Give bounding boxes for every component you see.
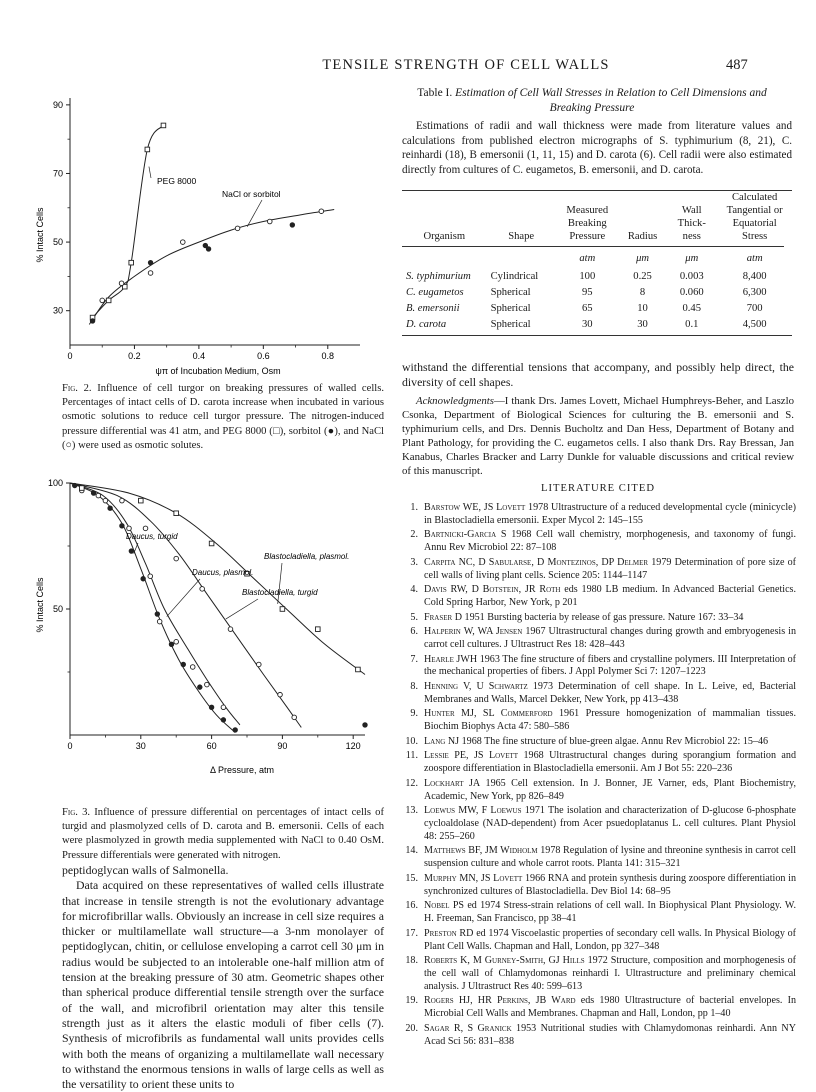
table-header-pressure: Measured Breaking Pressure xyxy=(566,205,609,242)
curve-daucus-turgid xyxy=(70,483,235,733)
reference-text: 1979 Determination of pore size of cell walls of living plant cells. Science 205: 1144–1147 xyxy=(424,556,796,581)
reference-text: eds 1980 LB medium. In Advanced Bacterial Genetics. Cold Spring Harbor, New York, p 201 xyxy=(424,584,797,609)
table-cell-radius: 8 xyxy=(639,287,646,298)
reference-number: 6. xyxy=(410,626,418,638)
data-point xyxy=(257,662,262,667)
figure-3-caption-label: Fig. 3. xyxy=(62,807,91,818)
table-unit: μm xyxy=(685,253,699,264)
table-header-thickness: Wall Thick-ness xyxy=(677,205,706,242)
figure-2-x-label: ψπ of Incubation Medium, Osm xyxy=(155,366,281,376)
table-header-stress: Calculated Tangential or Equatorial Stress xyxy=(726,192,783,242)
y-tick-label: 90 xyxy=(52,99,63,110)
figure-3-label-daucus-plasmol: Daucus, plasmol. xyxy=(192,568,254,577)
reference-item xyxy=(402,1023,796,1049)
data-point xyxy=(161,123,166,128)
data-point xyxy=(233,728,238,733)
table-cell-thickness: 0.060 xyxy=(679,287,704,298)
peg-curve xyxy=(93,125,164,317)
table-unit: atm xyxy=(746,253,763,264)
data-point xyxy=(174,556,179,561)
table-cell-shape: Spherical xyxy=(490,303,531,314)
x-tick-label: 30 xyxy=(135,741,146,751)
data-point xyxy=(120,524,125,529)
table-cell-shape: Cylindrical xyxy=(490,271,539,282)
reference-item xyxy=(402,626,796,652)
reference-number: 4. xyxy=(410,584,418,596)
reference-item xyxy=(402,778,796,804)
table-cell-organism: S. typhimurium xyxy=(406,271,471,282)
reference-item xyxy=(402,805,796,844)
nacl-sorbitol-curve xyxy=(89,210,334,325)
reference-number: 19. xyxy=(405,995,418,1007)
reference-text: ed 1974 Viscoelastic properties of secondary cell walls. In Physical Biology of Plant Cell Walls. Chapman and Hall, London, pp 327–348 xyxy=(424,927,797,952)
reference-item xyxy=(402,750,796,776)
table-cell-organism: C. eugametos xyxy=(406,287,464,298)
right-continuation xyxy=(402,360,794,391)
reference-text: 1978 Regulation of lysine and threonine synthesis in carrot cell suspension culture and whole carrot roots. Planta 141: 315–321 xyxy=(424,845,796,870)
reference-item xyxy=(402,928,796,954)
data-point xyxy=(356,667,361,672)
data-point xyxy=(155,612,160,617)
reference-number: 12. xyxy=(405,777,418,789)
reference-item xyxy=(402,845,796,871)
acknowledgments-text: —I thank Drs. James Lovett, Michael Humphreys-Beher, and Laszlo Csonka, Department of Biological Sciences for culturing the B. emersonii and S. typhimurium cells, and Drs. Dennis Bucholtz and Dan Hess, Department of Botany and Plant Pathology, for providing the C. eugametos cells. I also thank Drs. Ray Bressan, Jan Kanabus, Charles Bracker and Larry Dunkle for valuable discussions and critical review of this manuscript. xyxy=(402,395,794,477)
reference-text: 1951 Bursting bacteria by release of gas pressure. Nature 167: 33–34 xyxy=(462,611,744,623)
table-cell-thickness: 0.003 xyxy=(679,271,704,282)
reference-text: 1953 Nutritional studies with Chlamydomonas reinhardi. Ann NY Acad Sci 56: 831–838 xyxy=(424,1022,797,1047)
data-point xyxy=(120,498,125,503)
table-row xyxy=(402,269,792,285)
running-head: TENSILE STRENGTH OF CELL WALLS xyxy=(322,57,610,73)
reference-text: eds 1980 Ultrastructure of bacterial envelopes. In Microbial Cell Walls and Membranes. Chapman and Hall, London, pp 1–40 xyxy=(424,995,796,1020)
table-1-title xyxy=(402,86,782,116)
table-cell-pressure: 65 xyxy=(582,303,593,314)
figure-2-axes xyxy=(53,98,360,361)
table-header-organism: Organism xyxy=(423,231,466,242)
data-point xyxy=(103,498,108,503)
data-point xyxy=(148,271,153,276)
table-header-radius: Radius xyxy=(627,231,658,242)
reference-text: 1961 Pressure homogenization of mammalian tissues. Biochim Biophys Acta 47: 580–586 xyxy=(424,708,796,733)
figure-2-chart xyxy=(30,90,370,380)
leader-daucus-plasmol xyxy=(167,579,200,617)
table-cell-stress: 6,300 xyxy=(742,287,767,298)
table-cell-radius: 30 xyxy=(637,319,648,330)
peg-leader-line xyxy=(149,167,151,178)
table-1-grid xyxy=(402,191,792,333)
table-1-note: Estimations of radii and wall thickness were made from literature values and calculations from published electron micrographs of S. typhimurium (8, 21), C. reinhardi (18), B emersonii (1, 11, 15) and D. carota (6). Cell radii were also estimated directly from cultures of C. eugametos, B. emersonii, and D. carota. xyxy=(402,120,792,176)
data-point xyxy=(205,682,210,687)
data-point xyxy=(221,705,226,710)
figure-3-label-daucus-turgid: Daucus, turgid xyxy=(126,532,178,541)
table-bottom-rule xyxy=(402,335,792,336)
reference-number: 7. xyxy=(410,653,418,665)
y-tick-label: 50 xyxy=(52,237,63,248)
reference-item xyxy=(402,995,796,1021)
figure-2-caption xyxy=(62,382,384,453)
figure-3-axes xyxy=(48,478,365,751)
x-tick-label: 90 xyxy=(277,741,288,751)
left-body-text xyxy=(62,863,384,1092)
figure-3-x-label: Δ Pressure, atm xyxy=(209,765,275,775)
data-point xyxy=(181,662,186,667)
reference-authors: Matthews BF, JM Widholm xyxy=(424,845,538,857)
reference-number: 8. xyxy=(410,680,418,692)
data-point xyxy=(200,587,205,592)
reference-authors: Fraser D xyxy=(424,611,462,623)
reference-text: ed 1974 Stress-strain relations of cell wall. In Biophysical Plant Physiology. W. H. Freeman, San Francisco, pp 38–41 xyxy=(424,900,796,925)
table-row xyxy=(402,285,792,301)
table-cell-pressure: 95 xyxy=(582,287,593,298)
right-continuation-text: withstand the differential tensions that accompany, and possibly help direct, the diversity of cell shapes. xyxy=(402,360,794,390)
data-point xyxy=(129,260,134,265)
references xyxy=(402,502,796,1050)
reference-number: 2. xyxy=(410,529,418,541)
figure-3-points xyxy=(72,483,367,732)
data-point xyxy=(267,219,272,224)
data-point xyxy=(209,705,214,710)
reference-text: 1965 Cell extension. In J. Bonner, JE Varner, eds, Plant Biochemistry, Academic, New York, pp 826–849 xyxy=(424,777,796,802)
reference-authors: Sagar R, S Granick xyxy=(424,1022,512,1034)
table-cell-pressure: 30 xyxy=(582,319,593,330)
data-point xyxy=(148,260,153,265)
reference-authors: Davis RW, D Botstein, JR Roth xyxy=(424,584,561,596)
acknowledgments xyxy=(402,394,794,478)
x-tick-label: 60 xyxy=(206,741,217,751)
figure-3-curves xyxy=(70,483,365,733)
x-tick-label: 120 xyxy=(345,741,361,751)
reference-text: 1968 Cell wall chemistry, morphogenesis, and taxonomy of fungi. Annu Rev Microbiol 22: 87–108 xyxy=(424,529,796,554)
reference-item xyxy=(402,502,796,528)
reference-item xyxy=(402,654,796,680)
reference-authors: Halperin W, WA Jensen xyxy=(424,626,523,638)
table-unit: atm xyxy=(579,253,596,264)
page-number: 487 xyxy=(726,57,748,73)
figure-2-caption-text: Influence of cell turgor on breaking pressures of walled cells. Percentages of intact cells of D. carota increase when incubated in various osmotic solutions to reduce cell turgor pressure. The nitrogen-induced pressure differential was 41 atm, and PEG 8000 (□), sorbitol (●), and NaCl (○) were used as osmotic solutes. xyxy=(62,383,384,451)
table-units-row xyxy=(402,247,792,269)
data-point xyxy=(119,281,124,286)
data-point xyxy=(139,498,144,503)
table-1 xyxy=(402,190,792,336)
data-point xyxy=(316,627,321,632)
reference-number: 9. xyxy=(410,708,418,720)
data-point xyxy=(174,511,179,516)
references-list xyxy=(402,502,796,1049)
data-point xyxy=(198,685,203,690)
leader-blasto-turgid xyxy=(226,599,258,619)
reference-item xyxy=(402,873,796,899)
figure-2-annotation-peg: PEG 8000 xyxy=(157,176,197,186)
data-point xyxy=(363,723,368,728)
reference-authors: Hearle JWH xyxy=(424,653,478,665)
reference-text: 1963 The fine structure of fibers and crystalline polymers. III Interpretation of the mechanical properties of fibers. J Appl Polymer Sci 7: 1207–1223 xyxy=(424,653,796,678)
data-point xyxy=(290,223,295,228)
reference-item xyxy=(402,557,796,583)
data-point xyxy=(80,486,85,491)
reference-number: 17. xyxy=(405,927,418,939)
reference-item xyxy=(402,736,796,749)
reference-number: 13. xyxy=(405,805,418,817)
data-point xyxy=(127,526,132,531)
x-tick-label: 0.4 xyxy=(192,351,206,361)
x-tick-label: 0 xyxy=(67,351,73,361)
data-point xyxy=(280,607,285,612)
x-tick-label: 0.6 xyxy=(257,351,270,361)
table-cell-organism: D. carota xyxy=(406,319,447,330)
reference-authors: Hunter MJ, SL Commerford xyxy=(424,708,553,720)
table-row xyxy=(402,301,792,317)
table-cell-stress: 700 xyxy=(746,303,763,314)
leader-daucus-turgid xyxy=(134,543,138,554)
reference-number: 15. xyxy=(405,872,418,884)
data-point xyxy=(72,483,77,488)
reference-authors: Lang NJ xyxy=(424,735,460,747)
data-point xyxy=(209,541,214,546)
table-header-row xyxy=(402,191,792,243)
table-cell-radius: 0.25 xyxy=(633,271,652,282)
y-tick-label: 30 xyxy=(52,305,63,316)
reference-authors: Bartnicki-Garcia S xyxy=(424,529,507,541)
reference-authors: Murphy MN, JS Lovett xyxy=(424,872,523,884)
data-point xyxy=(100,298,105,303)
reference-item xyxy=(402,681,796,707)
data-point xyxy=(90,319,95,324)
reference-item xyxy=(402,900,796,926)
data-point xyxy=(228,627,233,632)
literature-heading: LITERATURE CITED xyxy=(541,483,655,494)
data-point xyxy=(278,692,283,697)
reference-authors: Lockhart JA xyxy=(424,777,481,789)
reference-number: 18. xyxy=(405,955,418,966)
y-tick-label: 50 xyxy=(52,604,63,614)
reference-text: 1968 The fine structure of blue-green algae. Annu Rev Microbiol 22: 15–46 xyxy=(459,735,769,747)
reference-number: 20. xyxy=(405,1022,418,1034)
figure-3-caption-text: Influence of pressure differential on percentages of intact cells of turgid and plasmolyzed cells of D. carota and B. emersonii. Cells of each were plasmolyzed in growth media supplemented with NaCl to 0.40 OsM. Pressure differentials were generated with nitrogen. xyxy=(62,807,384,861)
x-tick-label: 0.8 xyxy=(321,351,335,361)
acknowledgments-label: Acknowledgments xyxy=(416,395,494,407)
figure-2-caption-label: Fig. 2. xyxy=(62,383,92,394)
table-cell-shape: Spherical xyxy=(490,319,531,330)
reference-text: 1971 The isolation and characterization of D-glucose 6-phosphate cycloaldolase (NAD-dependent) from Acer psuedoplatanus L. cell cultures. Plant Physiol 48: 255–260 xyxy=(424,805,796,842)
reference-text: 1973 Determination of cell shape. In L. Leive, ed, Bacterial Membranes and Walls, Marcel Dekker, New York, pp 413–438 xyxy=(424,680,796,705)
reference-number: 3. xyxy=(410,556,418,568)
y-tick-label: 100 xyxy=(47,478,63,488)
data-point xyxy=(145,147,150,152)
reference-authors: Barstow WE, JS Lovett xyxy=(424,502,526,513)
reference-item xyxy=(402,955,796,994)
reference-text: 1972 Structure, composition and morphogenesis of the cell wall of Chlamydomonas reinhardi I. Ultrastructure and preliminary chemical analysis. J Ultrastruct Res 40: 599–613 xyxy=(424,955,797,992)
table-cell-thickness: 0.1 xyxy=(685,319,699,330)
reference-authors: Nobel PS xyxy=(424,900,465,912)
reference-text: 1978 Ultrastructure of a reduced developmental cycle (minicycle) in Blastocladiella emersonii. Exper Mycol 2: 145–155 xyxy=(424,502,796,526)
reference-authors: Carpita NC, D Sabularse, D Montezinos, DP Delmer xyxy=(424,556,649,568)
figure-2-points xyxy=(90,123,323,323)
reference-authors: Rogers HJ, HR Perkins, JB Ward xyxy=(424,995,576,1007)
reference-authors: Loewus MW, F Loewus xyxy=(424,805,522,817)
data-point xyxy=(292,715,297,720)
table-cell-radius: 10 xyxy=(637,303,648,314)
reference-authors: Henning V, U Schwartz xyxy=(424,680,528,692)
reference-text: 1966 RNA and protein synthesis during zoospore differentiation in synchronized cultures of Blastocladiella. Dev Biol 14: 68–95 xyxy=(424,872,796,897)
reference-text: 1967 Ultrastructural changes during growth and embryogenesis in carrot cell cultures. J Ultrastruct Res 18: 428–443 xyxy=(424,626,796,651)
reference-item xyxy=(402,708,796,734)
x-tick-label: 0.2 xyxy=(128,351,141,361)
table-unit xyxy=(402,247,487,269)
figure-2-curves xyxy=(89,125,334,324)
reference-authors: Lessie PE, JS Lovett xyxy=(424,750,519,762)
reference-number: 10. xyxy=(405,735,418,747)
data-point xyxy=(180,240,185,245)
reference-number: 5. xyxy=(410,611,418,623)
table-unit xyxy=(487,247,556,269)
table-header-shape: Shape xyxy=(508,231,535,242)
data-point xyxy=(141,576,146,581)
figure-2-y-label: % Intact Cells xyxy=(35,207,45,263)
data-point xyxy=(106,298,111,303)
data-point xyxy=(221,718,226,723)
table-cell-stress: 8,400 xyxy=(742,271,767,282)
data-point xyxy=(108,506,113,511)
figure-3-label-blasto-plasmol: Blastocladiella, plasmol. xyxy=(264,552,350,561)
table-cell-pressure: 100 xyxy=(579,271,596,282)
table-cell-organism: B. emersonii xyxy=(406,303,460,314)
table-1-title-text: Estimation of Cell Wall Stresses in Relation to Cell Dimensions and Breaking Pressure xyxy=(455,87,767,114)
left-paragraph: Data acquired on these representatives of walled cells illustrate that increase in tensile strength is not the evolutionary advantage for microfibrillar walls. Obviously an increase in cell size requires a thicker or multilamellate wall structure—a 3-nm monolayer of peptidoglycan, chitin, or cellulose enveloping a carrot cell 30 μm in radius would be subjected to an intolerable one-half million atm of tension at the breaking pressure of 30 atm. Geometric shapes other than spherical produce differential tensile strength over the surface of the wall, and microfibril orientation may alter this tensile strength just as it alters the elastic moduli of fiber cells (7). Synthesis of microfibrils as fundamental wall units provides cells with both the means of organizing a multilamellate wall necessary to withstand the enormous tensions in walls of large cells as well as the versatility to orient these units to xyxy=(62,878,384,1092)
data-point xyxy=(174,639,179,644)
table-cell-stress: 4,500 xyxy=(742,319,767,330)
reference-item xyxy=(402,584,796,610)
data-point xyxy=(91,491,96,496)
data-point xyxy=(235,226,240,231)
data-point xyxy=(169,642,174,647)
table-1-label: Table I. xyxy=(417,87,453,99)
data-point xyxy=(190,665,195,670)
table-cell-thickness: 0.45 xyxy=(682,303,702,314)
reference-text: 1968 Ultrastructural changes during sporangium formation and zoospore differentiation in Blastocladiella emersonii. Am J Bot 55: 220–236 xyxy=(424,750,796,775)
data-point xyxy=(157,619,162,624)
left-lead-line: peptidoglycan walls of Salmonella. xyxy=(62,863,229,877)
figure-3-label-blasto-turgid: Blastocladiella, turgid xyxy=(242,588,318,597)
data-point xyxy=(143,526,148,531)
table-cell-shape: Spherical xyxy=(490,287,531,298)
y-tick-label: 70 xyxy=(52,168,63,179)
data-point xyxy=(206,247,211,252)
data-point xyxy=(148,574,153,579)
figure-3-caption xyxy=(62,806,384,863)
reference-number: 16. xyxy=(405,900,418,912)
leader-blasto-plasmol xyxy=(278,563,282,604)
reference-number: 14. xyxy=(405,845,418,857)
table-row xyxy=(402,317,792,333)
table-unit: μm xyxy=(636,253,650,264)
data-point xyxy=(319,209,324,214)
x-tick-label: 0 xyxy=(67,741,73,751)
figure-3-chart xyxy=(30,475,380,795)
reference-item xyxy=(402,612,796,625)
reference-number: 11. xyxy=(405,750,418,762)
reference-authors: Preston RD xyxy=(424,927,474,939)
data-point xyxy=(129,549,134,554)
reference-number: 1. xyxy=(410,502,418,513)
figure-3-y-label: % Intact Cells xyxy=(35,577,45,633)
data-point xyxy=(96,493,101,498)
reference-authors: Roberts K, M Gurney-Smith, GJ Hills xyxy=(424,955,585,966)
reference-item xyxy=(402,529,796,555)
figure-2-annotation-nacl: NaCl or sorbitol xyxy=(222,189,281,199)
